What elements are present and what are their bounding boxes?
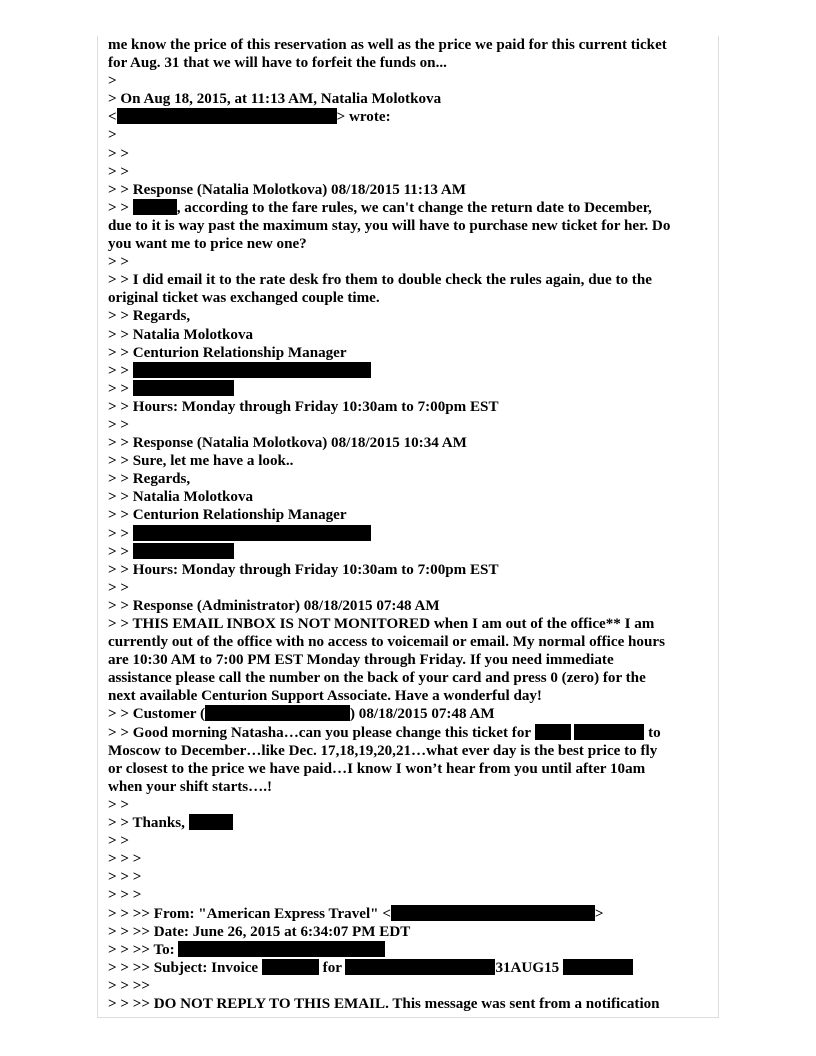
email-text: > > xyxy=(108,525,133,542)
email-text: ) 08/18/2015 07:48 AM xyxy=(350,706,495,723)
email-line xyxy=(108,796,712,814)
email-line xyxy=(108,416,712,434)
email-text: > > xyxy=(108,199,133,216)
email-text: > > Natalia Molotkova xyxy=(108,326,254,343)
email-line xyxy=(108,868,712,886)
email-text: > > Hours: Monday through Friday 10:30am to 7:00pm EST xyxy=(108,398,499,415)
email-text: > > xyxy=(108,543,133,560)
email-line xyxy=(108,307,712,325)
redaction-block xyxy=(178,941,385,957)
email-text: > > xyxy=(108,416,129,433)
email-text: > On Aug 18, 2015, at 11:13 AM, Natalia Molotkova xyxy=(108,91,442,108)
email-text: 31AUG15 xyxy=(495,959,563,976)
email-line xyxy=(108,705,712,723)
email-line xyxy=(108,995,712,1013)
email-line xyxy=(108,905,712,923)
email-text: or closest to the price we have paid…I know I won’t hear from you until after 10am xyxy=(108,760,646,777)
redaction-block xyxy=(205,705,350,721)
email-text: > > Sure, let me have a look.. xyxy=(108,453,294,470)
email-line xyxy=(108,199,712,217)
redaction-block xyxy=(262,959,319,975)
email-line xyxy=(108,506,712,524)
email-line xyxy=(108,253,712,271)
email-line xyxy=(108,72,712,90)
email-line xyxy=(108,36,712,54)
email-text: > > Thanks, xyxy=(108,815,189,832)
email-line xyxy=(108,742,712,760)
email-text: > > >> DO NOT REPLY TO THIS EMAIL. This message was sent from a notification xyxy=(108,995,660,1012)
email-text: > > xyxy=(108,254,129,271)
email-line xyxy=(108,543,712,561)
email-text: next available Centurion Support Associate. Have a wonderful day! xyxy=(108,688,542,705)
email-line xyxy=(108,941,712,959)
email-text: currently out of the office with no access to voicemail or email. My normal office hours xyxy=(108,634,665,651)
email-line xyxy=(108,814,712,832)
email-text: > > Centurion Relationship Manager xyxy=(108,507,347,524)
email-text: > > >> From: "American Express Travel" < xyxy=(108,905,391,922)
email-line xyxy=(108,126,712,144)
email-line xyxy=(108,90,712,108)
email-line xyxy=(108,362,712,380)
email-text: Moscow to December…like Dec. 17,18,19,20,21…what ever day is the best price to fly xyxy=(108,742,658,759)
email-line xyxy=(108,235,712,253)
redaction-block xyxy=(133,525,371,541)
email-text: for Aug. 31 that we will have to forfeit the funds on... xyxy=(108,55,447,72)
email-text: > > xyxy=(108,579,129,596)
redaction-block xyxy=(117,108,337,124)
email-line xyxy=(108,832,712,850)
email-line xyxy=(108,271,712,289)
email-line xyxy=(108,724,712,742)
email-line xyxy=(108,470,712,488)
email-text: > > xyxy=(108,145,129,162)
email-line xyxy=(108,579,712,597)
email-text: > > Response (Administrator) 08/18/2015 07:48 AM xyxy=(108,597,440,614)
email-text: > > Hours: Monday through Friday 10:30am to 7:00pm EST xyxy=(108,561,499,578)
email-text: to xyxy=(644,724,661,741)
email-text: > > Regards, xyxy=(108,308,191,325)
email-line xyxy=(108,615,712,633)
redaction-block xyxy=(133,543,234,559)
email-line xyxy=(108,434,712,452)
email-line xyxy=(108,108,712,126)
redaction-block xyxy=(133,199,177,215)
email-text: > > xyxy=(108,833,129,850)
email-text: > > > xyxy=(108,869,142,886)
redaction-block xyxy=(133,362,371,378)
email-line xyxy=(108,54,712,72)
email-line xyxy=(108,398,712,416)
email-text: > xyxy=(108,127,117,144)
email-line xyxy=(108,525,712,543)
email-text: > > > xyxy=(108,851,142,868)
email-line xyxy=(108,181,712,199)
email-text: > > Regards, xyxy=(108,471,191,488)
email-line xyxy=(108,217,712,235)
redaction-block xyxy=(189,814,233,830)
email-text: > > THIS EMAIL INBOX IS NOT MONITORED when I am out of the office** I am xyxy=(108,616,655,632)
email-text: , according to the fare rules, we can't change the return date to December, xyxy=(176,199,652,216)
email-text: > > >> To: xyxy=(108,941,179,958)
email-text: are 10:30 AM to 7:00 PM EST Monday through Friday. If you need immediate xyxy=(108,652,614,669)
email-text: > > xyxy=(108,380,133,397)
email-line xyxy=(108,633,712,651)
email-text: me know the price of this reservation as well as the price we paid for this current ticket xyxy=(108,37,667,53)
email-text: > > Customer ( xyxy=(108,706,205,723)
email-line xyxy=(108,561,712,579)
email-text: original ticket was exchanged couple time. xyxy=(108,290,380,307)
email-line xyxy=(108,145,712,163)
email-text: > > >> xyxy=(108,977,150,994)
email-text: > > Centurion Relationship Manager xyxy=(108,344,347,361)
email-text: when your shift starts….! xyxy=(108,778,273,795)
email-text: < xyxy=(108,109,117,126)
email-line xyxy=(108,289,712,307)
email-line xyxy=(108,977,712,995)
email-line xyxy=(108,651,712,669)
email-line xyxy=(108,850,712,868)
email-text: > > Response (Natalia Molotkova) 08/18/2015 11:13 AM xyxy=(108,181,467,198)
email-line xyxy=(108,778,712,796)
email-line xyxy=(108,326,712,344)
email-text: > > >> Subject: Invoice xyxy=(108,959,262,976)
email-text: > > > xyxy=(108,887,142,904)
redaction-block xyxy=(391,905,595,921)
email-line xyxy=(108,488,712,506)
email-text: you want me to price new one? xyxy=(108,236,307,253)
email-line xyxy=(108,380,712,398)
email-line xyxy=(108,959,712,977)
redaction-block xyxy=(133,380,234,396)
email-text: > wrote: xyxy=(336,109,391,126)
email-text: > > Good morning Natasha…can you please change this ticket for xyxy=(108,724,535,741)
email-text: > xyxy=(594,905,604,922)
redaction-block xyxy=(345,959,495,975)
email-text: due to it is way past the maximum stay, you will have to purchase new ticket for her. Do xyxy=(108,217,671,234)
email-text: > > xyxy=(108,362,133,379)
email-body xyxy=(108,36,712,1013)
redaction-block xyxy=(574,724,644,740)
email-text: > xyxy=(108,73,117,90)
email-text: > > Response (Natalia Molotkova) 08/18/2015 10:34 AM xyxy=(108,435,467,452)
email-text: > > xyxy=(108,163,129,180)
email-line xyxy=(108,597,712,615)
email-line xyxy=(108,452,712,470)
redaction-block xyxy=(563,959,633,975)
email-text: for xyxy=(318,959,346,976)
email-line xyxy=(108,886,712,904)
email-text: > > >> Date: June 26, 2015 at 6:34:07 PM EDT xyxy=(108,923,411,940)
email-text: assistance please call the number on the back of your card and press 0 (zero) for the xyxy=(108,670,646,687)
email-line xyxy=(108,163,712,181)
email-line xyxy=(108,687,712,705)
email-line xyxy=(108,923,712,941)
email-line xyxy=(108,669,712,687)
email-line xyxy=(108,344,712,362)
email-line xyxy=(108,760,712,778)
redaction-block xyxy=(535,724,571,740)
email-text: > > xyxy=(108,796,129,813)
email-text: > > I did email it to the rate desk fro them to double check the rules again, due to the xyxy=(108,272,652,289)
email-text: > > Natalia Molotkova xyxy=(108,489,254,506)
